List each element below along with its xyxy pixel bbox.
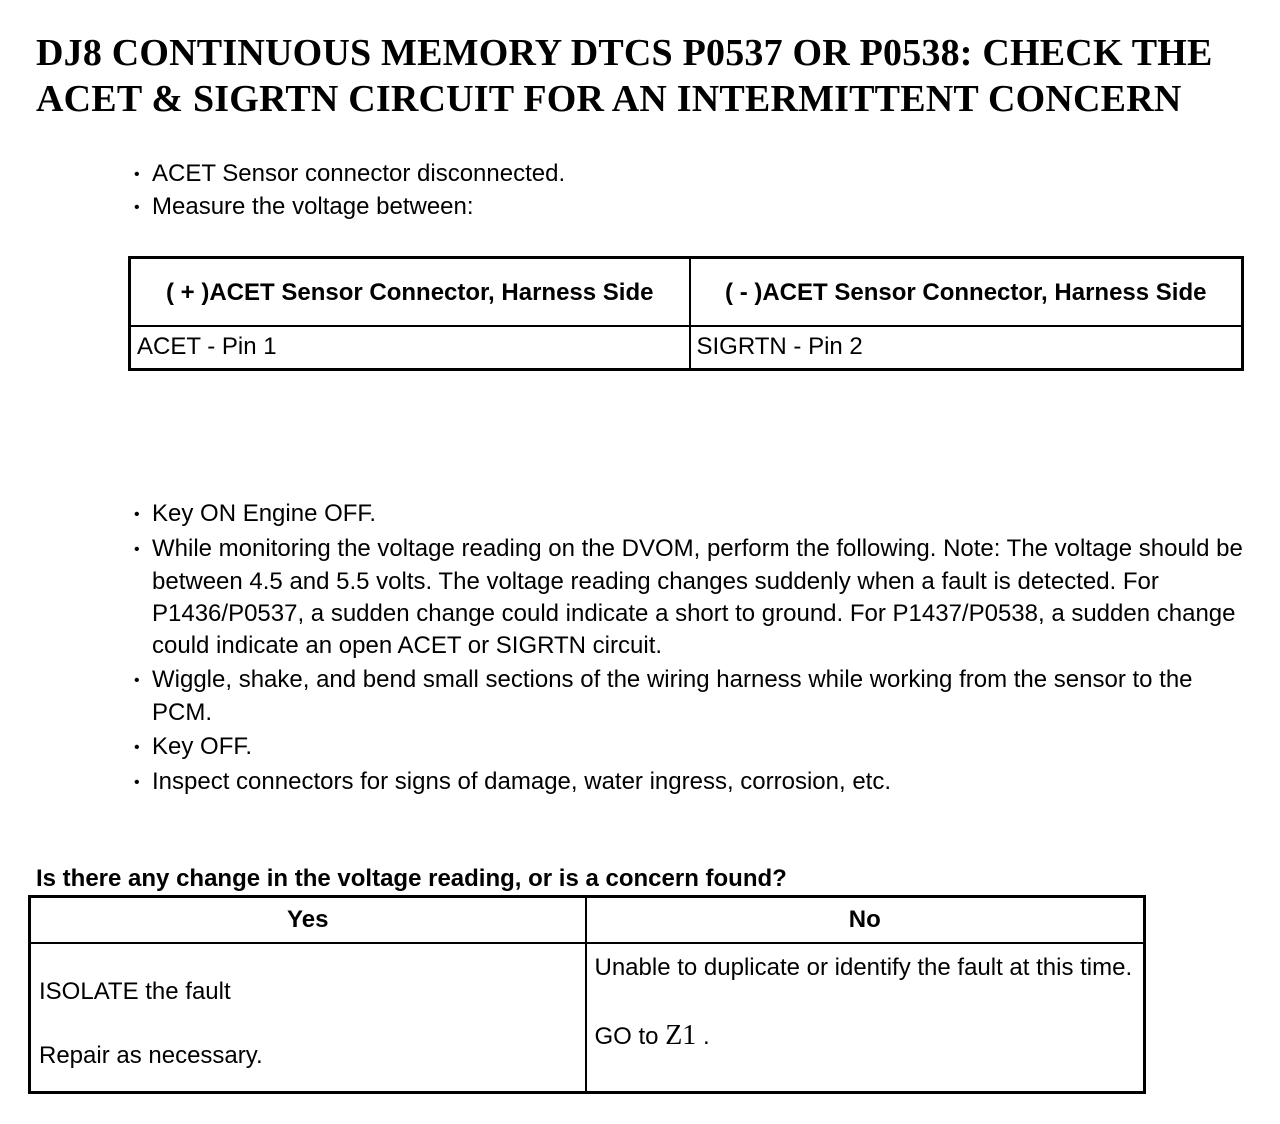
no-cell (586, 943, 1145, 1093)
step-text: Inspect connectors for signs of damage, water ingress, corrosion, etc. (152, 768, 892, 795)
bullet-icon: • (134, 506, 140, 523)
goto-prefix: GO to (594, 1022, 666, 1050)
yes-action-repair: Repair as necessary. (39, 1041, 263, 1069)
bullet-icon: • (134, 774, 140, 791)
page-title: DJ8 CONTINUOUS MEMORY DTCS P0537 OR P0538: CHECK THE ACET & SIGRTN CIRCUIT FOR AN INTERMITTENT CONCERN (36, 32, 1213, 120)
step-text: Key ON Engine OFF. (152, 500, 377, 527)
decision-question: Is there any change in the voltage reading, or is a concern found? (36, 865, 787, 892)
table-header-row (30, 897, 1145, 943)
measurement-table (128, 256, 1244, 371)
steps-after-list (118, 498, 1248, 801)
list-item (118, 766, 1248, 799)
no-goto-line (595, 1020, 1136, 1053)
list-item (118, 158, 1238, 191)
steps-before-list (118, 158, 1238, 224)
negative-lead-header: ( - )ACET Sensor Connector, Harness Side (690, 258, 1243, 326)
result-table (28, 895, 1146, 1094)
no-header: No (586, 897, 1145, 943)
list-item (118, 664, 1248, 729)
goto-suffix: . (696, 1022, 710, 1050)
step-text: ACET Sensor connector disconnected. (152, 160, 566, 187)
table-header-row (130, 258, 1243, 326)
spacer (39, 1008, 577, 1040)
list-item (118, 191, 1238, 224)
step-text: Key OFF. (152, 733, 253, 760)
step-text: While monitoring the voltage reading on the DVOM, perform the following. Note: The voltage should be between 4.5 and 5.5 volts. The voltage reading changes suddenly when a fault is detected. For P1436/P0537, a sudden change could indicate a short to ground. For P1437/P0538, a sudden change could indicate an open ACET or SIGRTN circuit. (152, 535, 1243, 659)
bullet-icon: • (134, 199, 140, 216)
no-action-text: Unable to duplicate or identify the fault at this time. (594, 953, 1133, 981)
bullet-icon: • (134, 739, 140, 756)
spacer (595, 984, 1136, 1020)
step-text: Wiggle, shake, and bend small sections of the wiring harness while working from the sensor to the PCM. (152, 666, 1193, 726)
goto-z1-link[interactable]: Z1 (665, 1019, 697, 1051)
list-item (118, 533, 1248, 662)
bullet-icon: • (134, 541, 140, 558)
list-item (118, 731, 1248, 764)
positive-lead-header: ( + )ACET Sensor Connector, Harness Side (130, 258, 690, 326)
bullet-icon: • (134, 672, 140, 689)
negative-lead-cell: SIGRTN - Pin 2 (690, 326, 1243, 370)
yes-header: Yes (30, 897, 586, 943)
yes-cell (30, 943, 586, 1093)
positive-lead-cell: ACET - Pin 1 (130, 326, 690, 370)
spacer (39, 952, 577, 976)
step-text: Measure the voltage between: (152, 193, 474, 220)
yes-action-isolate: ISOLATE the fault (39, 977, 231, 1005)
bullet-icon: • (134, 166, 140, 183)
table-row (130, 326, 1243, 370)
list-item (118, 498, 1248, 531)
table-row (30, 943, 1145, 1093)
